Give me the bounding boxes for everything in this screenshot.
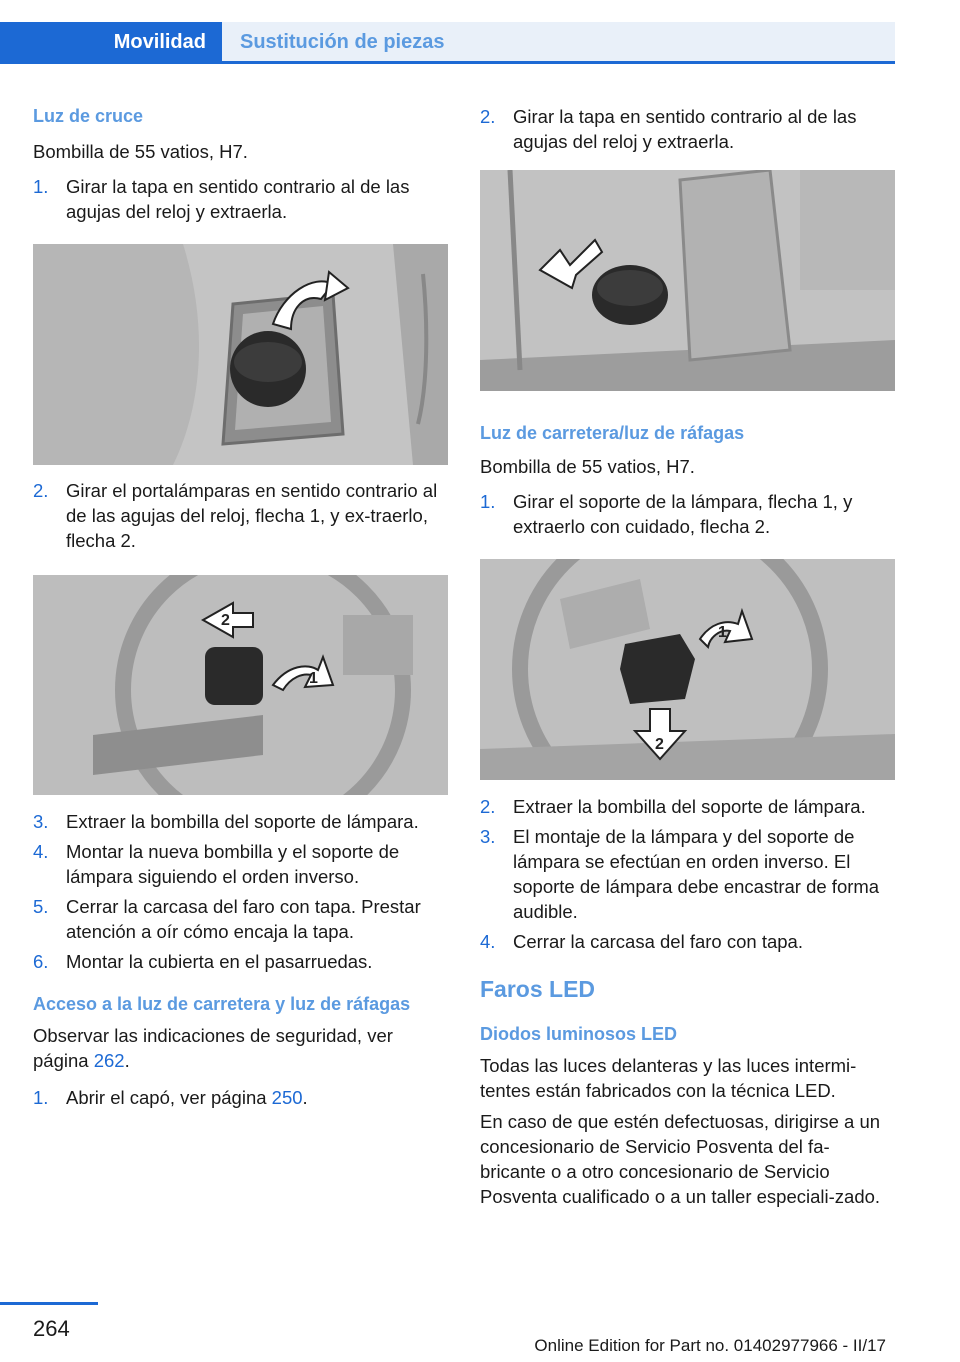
- step-item: [33, 949, 448, 974]
- step-item: [33, 839, 448, 889]
- step-number: 3.: [480, 826, 496, 847]
- step-text: Cerrar la carcasa del faro con tapa.: [513, 931, 803, 952]
- page-number: 264: [33, 1316, 70, 1341]
- right-column: [480, 104, 895, 1209]
- step-number: 1.: [480, 491, 496, 512]
- step-number: 2.: [480, 106, 496, 127]
- step-text: Montar la nueva bombilla y el soporte de lámpara siguiendo el orden inverso.: [66, 841, 400, 887]
- step-item: [33, 894, 448, 944]
- step-text-prefix: Abrir el capó, ver página: [66, 1087, 272, 1108]
- page-link-262[interactable]: 262: [93, 1050, 125, 1071]
- steps-list: [33, 809, 448, 974]
- step-text: Cerrar la carcasa del faro con tapa. Prestar atención a oír cómo encaja la tapa.: [66, 896, 421, 942]
- step-text: Girar el soporte de la lámpara, flecha 1, y extraerlo con cuidado, flecha 2.: [513, 491, 853, 537]
- arrow-label-2: 2: [655, 736, 664, 753]
- step-number: 1.: [33, 1087, 49, 1108]
- step-text: Extraer la bombilla del soporte de lámpara.: [66, 811, 419, 832]
- arrow-label-2: 2: [221, 612, 230, 629]
- arrow-label-1: 1: [718, 624, 727, 641]
- step-number: 2.: [33, 480, 49, 501]
- step-number: 4.: [33, 841, 49, 862]
- led-description: Todas las luces delanteras y las luces intermi‐tentes están fabricados con la técnica LED.: [480, 1055, 857, 1101]
- tab-sustitucion-label: Sustitución de piezas: [240, 30, 445, 53]
- steps-list: [480, 794, 895, 954]
- step-text: Montar la cubierta en el pasarruedas.: [66, 951, 373, 972]
- footer-divider: [0, 1302, 98, 1305]
- heading-acceso: Acceso a la luz de carretera y luz de ráfagas: [33, 994, 411, 1014]
- step-item: [33, 1085, 448, 1110]
- heading-luz-de-cruce: Luz de cruce: [33, 106, 144, 126]
- lamp-holder-shape: [205, 647, 263, 705]
- step-item: [480, 489, 895, 539]
- step-text: El montaje de la lámpara y del soporte de lámpara se efectúan en orden inverso. El soporte de lámpara debe encastrar de forma audible.: [513, 826, 880, 922]
- left-column: [33, 104, 448, 1110]
- header-divider: [0, 61, 895, 64]
- heading-luz-de-carretera: Luz de carretera/luz de ráfagas: [480, 423, 745, 443]
- tab-sustitucion-de-piezas[interactable]: [222, 22, 895, 62]
- step-text: Extraer la bombilla del soporte de lámpara.: [513, 796, 866, 817]
- heading-faros-led: Faros LED: [480, 976, 596, 1002]
- photo-lamp-holder: [33, 575, 448, 795]
- step-item: [480, 104, 895, 154]
- edition-note: Online Edition for Part no. 01402977966 - II/17: [534, 1336, 886, 1355]
- step-number: 3.: [33, 811, 49, 832]
- tab-movilidad[interactable]: [0, 22, 222, 62]
- step-item: [480, 824, 895, 924]
- step-number: 4.: [480, 931, 496, 952]
- step-item: [33, 174, 448, 224]
- safety-note-suffix: .: [124, 1050, 130, 1071]
- arrow-label-1: 1: [309, 670, 318, 687]
- photo-high-beam-holder: [480, 559, 895, 780]
- heading-diodos-led: Diodos luminosos LED: [480, 1024, 678, 1044]
- step-text: [66, 1085, 448, 1110]
- lamp-holder-shape: [620, 634, 695, 704]
- led-service-note: En caso de que estén defectuosas, dirigirse a un concesionario de Servicio Posventa del fa‐bricante o a otro concesionario de Servicio Posventa cualificado o a un taller especiali‐zado.: [480, 1111, 881, 1207]
- step-text: Girar el portalámparas en sentido contrario al de las agujas del reloj, flecha 1, y ex‐traerlo, flecha 2.: [66, 480, 438, 551]
- step-text: Girar la tapa en sentido contrario al de las agujas del reloj y extraerla.: [66, 176, 410, 222]
- step-number: 5.: [33, 896, 49, 917]
- bulb-spec: Bombilla de 55 vatios, H7.: [480, 456, 695, 477]
- safety-note-text: Observar las indicaciones de seguridad, ver página: [33, 1025, 393, 1071]
- step-text-suffix: .: [302, 1087, 308, 1108]
- page-link-250[interactable]: 250: [271, 1087, 303, 1108]
- safety-note: [33, 1023, 448, 1073]
- step-number: 1.: [33, 176, 49, 197]
- photo-headlight-cap: [33, 244, 448, 465]
- bulb-spec: Bombilla de 55 vatios, H7.: [33, 141, 248, 162]
- step-text: Girar la tapa en sentido contrario al de las agujas del reloj y extraerla.: [513, 106, 857, 152]
- step-item: [480, 929, 895, 954]
- step-item: [480, 794, 895, 819]
- tab-movilidad-label: Movilidad: [113, 30, 206, 53]
- step-item: [33, 478, 448, 553]
- photo-high-beam-cap: [480, 170, 895, 391]
- step-number: 6.: [33, 951, 49, 972]
- page-header: [0, 0, 895, 64]
- step-number: 2.: [480, 796, 496, 817]
- step-item: [33, 809, 448, 834]
